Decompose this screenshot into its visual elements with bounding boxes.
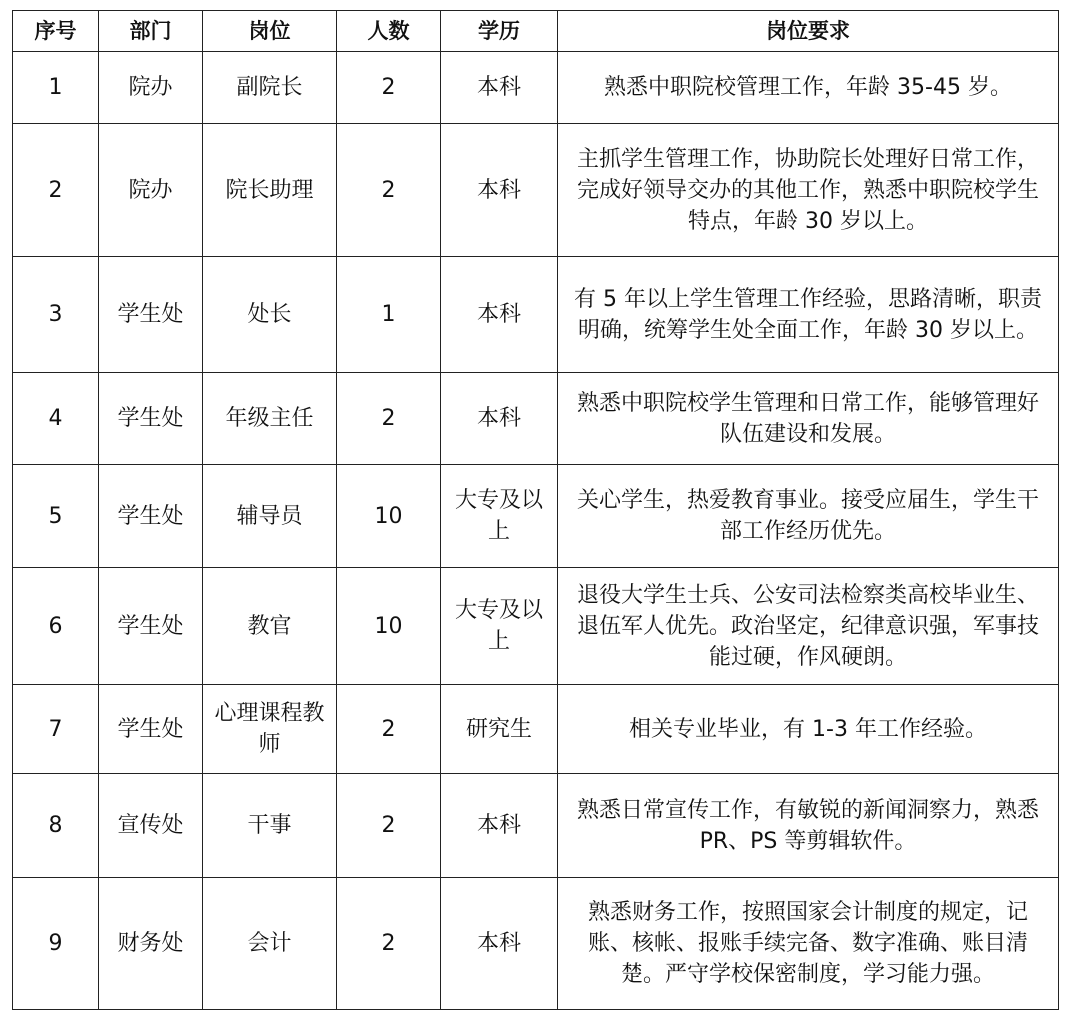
cell-count: 2 bbox=[337, 52, 441, 124]
cell-requirements: 相关专业毕业，有 1-3 年工作经验。 bbox=[558, 685, 1059, 774]
header-row bbox=[13, 11, 1059, 52]
cell-education: 大专及以上 bbox=[441, 568, 558, 685]
cell-dept: 学生处 bbox=[99, 465, 203, 568]
cell-requirements: 熟悉日常宣传工作，有敏锐的新闻洞察力，熟悉 PR、PS 等剪辑软件。 bbox=[558, 774, 1059, 878]
cell-count: 2 bbox=[337, 124, 441, 257]
cell-no: 6 bbox=[13, 568, 99, 685]
cell-dept: 宣传处 bbox=[99, 774, 203, 878]
header-no: 序号 bbox=[13, 11, 99, 52]
cell-requirements: 关心学生，热爱教育事业。接受应届生，学生干部工作经历优先。 bbox=[558, 465, 1059, 568]
cell-position: 教官 bbox=[203, 568, 337, 685]
header-count: 人数 bbox=[337, 11, 441, 52]
header-education: 学历 bbox=[441, 11, 558, 52]
cell-no: 2 bbox=[13, 124, 99, 257]
cell-no: 5 bbox=[13, 465, 99, 568]
cell-dept: 学生处 bbox=[99, 257, 203, 373]
cell-requirements: 有 5 年以上学生管理工作经验，思路清晰，职责明确，统筹学生处全面工作，年龄 30 岁以上。 bbox=[558, 257, 1059, 373]
cell-education: 本科 bbox=[441, 257, 558, 373]
cell-count: 2 bbox=[337, 685, 441, 774]
recruitment-table bbox=[12, 10, 1059, 1010]
cell-dept: 院办 bbox=[99, 52, 203, 124]
cell-no: 9 bbox=[13, 878, 99, 1010]
cell-requirements: 熟悉中职院校学生管理和日常工作，能够管理好队伍建设和发展。 bbox=[558, 373, 1059, 465]
table-row bbox=[13, 52, 1059, 124]
cell-requirements: 熟悉中职院校管理工作，年龄 35-45 岁。 bbox=[558, 52, 1059, 124]
cell-no: 1 bbox=[13, 52, 99, 124]
cell-dept: 院办 bbox=[99, 124, 203, 257]
cell-position: 辅导员 bbox=[203, 465, 337, 568]
table-row bbox=[13, 685, 1059, 774]
table-row bbox=[13, 878, 1059, 1010]
header-dept: 部门 bbox=[99, 11, 203, 52]
table-row bbox=[13, 465, 1059, 568]
cell-position: 心理课程教师 bbox=[203, 685, 337, 774]
cell-dept: 学生处 bbox=[99, 685, 203, 774]
cell-requirements: 熟悉财务工作，按照国家会计制度的规定，记账、核帐、报账手续完备、数字准确、账目清楚。严守学校保密制度，学习能力强。 bbox=[558, 878, 1059, 1010]
cell-education: 本科 bbox=[441, 124, 558, 257]
table-body bbox=[13, 52, 1059, 1010]
cell-education: 研究生 bbox=[441, 685, 558, 774]
cell-dept: 学生处 bbox=[99, 373, 203, 465]
cell-count: 10 bbox=[337, 465, 441, 568]
cell-dept: 财务处 bbox=[99, 878, 203, 1010]
cell-position: 干事 bbox=[203, 774, 337, 878]
cell-position: 会计 bbox=[203, 878, 337, 1010]
cell-no: 7 bbox=[13, 685, 99, 774]
cell-education: 本科 bbox=[441, 52, 558, 124]
cell-count: 1 bbox=[337, 257, 441, 373]
cell-education: 本科 bbox=[441, 774, 558, 878]
cell-dept: 学生处 bbox=[99, 568, 203, 685]
cell-count: 2 bbox=[337, 774, 441, 878]
cell-count: 2 bbox=[337, 878, 441, 1010]
table-row bbox=[13, 373, 1059, 465]
cell-education: 本科 bbox=[441, 373, 558, 465]
cell-position: 院长助理 bbox=[203, 124, 337, 257]
cell-requirements: 主抓学生管理工作，协助院长处理好日常工作，完成好领导交办的其他工作，熟悉中职院校学生特点，年龄 30 岁以上。 bbox=[558, 124, 1059, 257]
header-position: 岗位 bbox=[203, 11, 337, 52]
table-row bbox=[13, 124, 1059, 257]
cell-no: 8 bbox=[13, 774, 99, 878]
cell-count: 10 bbox=[337, 568, 441, 685]
table-header bbox=[13, 11, 1059, 52]
cell-count: 2 bbox=[337, 373, 441, 465]
cell-no: 3 bbox=[13, 257, 99, 373]
table-row bbox=[13, 774, 1059, 878]
header-requirements: 岗位要求 bbox=[558, 11, 1059, 52]
cell-education: 大专及以上 bbox=[441, 465, 558, 568]
cell-position: 年级主任 bbox=[203, 373, 337, 465]
cell-no: 4 bbox=[13, 373, 99, 465]
table-row bbox=[13, 257, 1059, 373]
cell-requirements: 退役大学生士兵、公安司法检察类高校毕业生、退伍军人优先。政治坚定，纪律意识强，军事技能过硬，作风硬朗。 bbox=[558, 568, 1059, 685]
table-row bbox=[13, 568, 1059, 685]
cell-position: 处长 bbox=[203, 257, 337, 373]
cell-education: 本科 bbox=[441, 878, 558, 1010]
cell-position: 副院长 bbox=[203, 52, 337, 124]
